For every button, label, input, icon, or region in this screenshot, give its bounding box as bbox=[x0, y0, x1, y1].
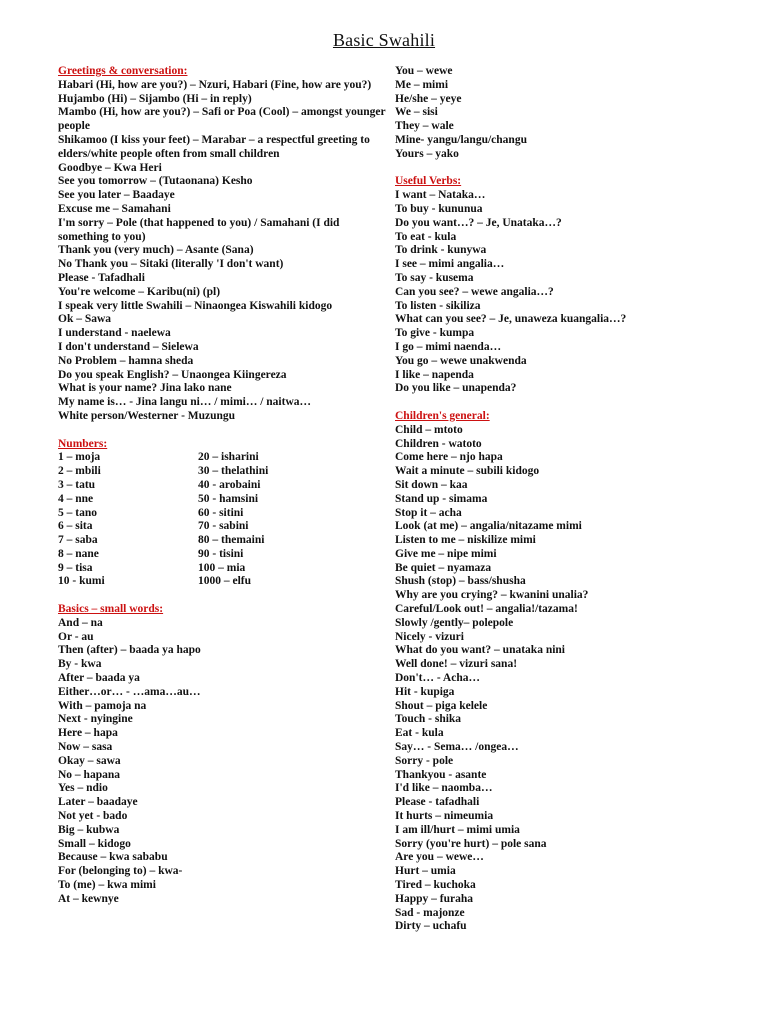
list-item: I like – napenda bbox=[395, 368, 474, 381]
list-item: What can you see? – Je, unaweza kuangalia…? bbox=[395, 313, 627, 326]
list-item: What do you want? – unataka nini bbox=[395, 644, 565, 657]
list-item: Because – kwa sababu bbox=[58, 851, 168, 864]
list-item: Now – sasa bbox=[58, 741, 113, 754]
list-item: Or - au bbox=[58, 630, 94, 643]
list-item: No Problem – hamna sheda bbox=[58, 354, 194, 367]
list-item: Come here – njo hapa bbox=[395, 451, 503, 464]
list-item: White person/Westerner - Muzungu bbox=[58, 409, 236, 422]
page-title: Basic Swahili bbox=[332, 30, 436, 50]
list-item: Stop it – acha bbox=[395, 506, 462, 519]
list-item: Can you see? – wewe angalia…? bbox=[395, 285, 554, 298]
basics-list bbox=[58, 617, 388, 907]
left-column bbox=[58, 65, 388, 907]
list-item: Goodbye – Kwa Heri bbox=[58, 161, 162, 174]
list-item: Shikamoo (I kiss your feet) – Marabar – a respectful greeting to elders/white people often from small children bbox=[58, 133, 370, 160]
list-item: Why are you crying? – kwanini unalia? bbox=[395, 589, 589, 602]
list-item: Mambo (Hi, how are you?) – Safi or Poa (Cool) – amongst younger people bbox=[58, 106, 386, 133]
list-item: 50 - hamsini bbox=[198, 492, 259, 505]
list-item: 2 – mbili bbox=[58, 465, 101, 478]
list-item: Thank you (very much) – Asante (Sana) bbox=[58, 244, 254, 257]
list-item: Child – mtoto bbox=[395, 423, 463, 436]
list-item: I'd like – naomba… bbox=[395, 782, 493, 795]
list-item: 7 – saba bbox=[58, 534, 98, 547]
list-item: 6 – sita bbox=[58, 520, 93, 533]
list-item: Hurt – umia bbox=[395, 865, 456, 878]
section-gap bbox=[58, 589, 388, 603]
list-item: You – wewe bbox=[395, 65, 453, 77]
list-item: Touch - shika bbox=[395, 713, 462, 726]
list-item: I'm sorry – Pole (that happened to you) / Samahani (I did something to you) bbox=[58, 216, 340, 243]
list-item: Hujambo (Hi) – Sijambo (Hi – in reply) bbox=[58, 92, 252, 105]
list-item: Then (after) – baada ya hapo bbox=[58, 644, 201, 657]
list-item: I don't understand – Sielewa bbox=[58, 340, 199, 353]
list-item: Say… - Sema… /ongea… bbox=[395, 741, 519, 754]
numbers-grid bbox=[58, 451, 388, 589]
list-item: Tired – kuchoka bbox=[395, 879, 476, 892]
list-item: Do you speak English? – Unaongea Kiingereza bbox=[58, 368, 287, 381]
list-item: I want – Nataka… bbox=[395, 189, 486, 202]
list-item: For (belonging to) – kwa- bbox=[58, 865, 183, 878]
list-item: Stand up - simama bbox=[395, 492, 488, 505]
children-list bbox=[395, 424, 740, 934]
list-item: 1000 – elfu bbox=[198, 575, 252, 588]
list-item: You're welcome – Karibu(ni) (pl) bbox=[58, 285, 221, 298]
list-item: 30 – thelathini bbox=[198, 465, 269, 478]
list-item: And – na bbox=[58, 616, 103, 629]
list-item: My name is… - Jina langu ni… / mimi… / naitwa… bbox=[58, 396, 312, 409]
section-gap bbox=[395, 162, 740, 176]
basics-heading: Basics – small words: bbox=[58, 603, 164, 616]
list-item: Either…or… - …ama…au… bbox=[58, 685, 201, 698]
list-item: See you later – Baadaye bbox=[58, 189, 175, 202]
section-gap bbox=[395, 396, 740, 410]
list-item: You go – wewe unakwenda bbox=[395, 354, 527, 367]
list-item: Look (at me) – angalia/nitazame mimi bbox=[395, 520, 582, 533]
list-item: Sorry - pole bbox=[395, 754, 454, 767]
list-item: What is your name? Jina lako nane bbox=[58, 382, 232, 395]
list-item: Happy – furaha bbox=[395, 892, 473, 905]
list-item: 3 – tatu bbox=[58, 478, 96, 491]
list-item: Sorry (you're hurt) – pole sana bbox=[395, 837, 547, 850]
list-item: Thankyou - asante bbox=[395, 768, 487, 781]
verbs-list bbox=[395, 189, 740, 396]
list-item: I go – mimi naenda… bbox=[395, 340, 502, 353]
list-item: To drink - kunywa bbox=[395, 244, 487, 257]
list-item: To buy - kununua bbox=[395, 202, 483, 215]
list-item: 4 – nne bbox=[58, 492, 94, 505]
list-item: Small – kidogo bbox=[58, 837, 131, 850]
list-item: Do you like – unapenda? bbox=[395, 382, 517, 395]
list-item: I speak very little Swahili – Ninaongea Kiswahili kidogo bbox=[58, 299, 333, 312]
list-item: To listen - sikiliza bbox=[395, 299, 481, 312]
greetings-heading: Greetings & conversation: bbox=[58, 65, 188, 77]
list-item: Me – mimi bbox=[395, 78, 449, 91]
list-item: I am ill/hurt – mimi umia bbox=[395, 823, 520, 836]
list-item: To say - kusema bbox=[395, 271, 474, 284]
list-item: 80 – themaini bbox=[198, 534, 265, 547]
list-item: Children - watoto bbox=[395, 437, 482, 450]
list-item: At – kewnye bbox=[58, 892, 119, 905]
list-item: 5 – tano bbox=[58, 506, 97, 519]
list-item: They – wale bbox=[395, 120, 454, 133]
list-item: 70 - sabini bbox=[198, 520, 249, 533]
list-item: Please - tafadhali bbox=[395, 796, 480, 809]
list-item: Be quiet – nyamaza bbox=[395, 561, 492, 574]
list-item: Shout – piga kelele bbox=[395, 699, 488, 712]
list-item: See you tomorrow – (Tutaonana) Kesho bbox=[58, 175, 253, 188]
list-item: Big – kubwa bbox=[58, 823, 120, 836]
list-item: Eat - kula bbox=[395, 727, 444, 740]
list-item: I see – mimi angalia… bbox=[395, 258, 505, 271]
list-item: 10 - kumi bbox=[58, 575, 105, 588]
list-item: Slowly /gently– polepole bbox=[395, 616, 514, 629]
list-item: Give me – nipe mimi bbox=[395, 547, 497, 560]
list-item: 40 - arobaini bbox=[198, 478, 261, 491]
list-item: Yes – ndio bbox=[58, 782, 108, 795]
list-item: Next - nyingine bbox=[58, 713, 133, 726]
list-item: I understand - naelewa bbox=[58, 327, 171, 340]
list-item: 90 - tisini bbox=[198, 547, 244, 560]
list-item: Shush (stop) – bass/shusha bbox=[395, 575, 526, 588]
list-item: 8 – nane bbox=[58, 547, 99, 560]
list-item: No Thank you – Sitaki (literally 'I don't want) bbox=[58, 258, 284, 271]
children-heading: Children's general: bbox=[395, 409, 490, 422]
list-item: Yours – yako bbox=[395, 147, 459, 160]
list-item: To (me) – kwa mimi bbox=[58, 879, 156, 892]
list-item: Nicely - vizuri bbox=[395, 630, 464, 643]
list-item: We – sisi bbox=[395, 106, 438, 119]
list-item: Are you – wewe… bbox=[395, 851, 484, 864]
verbs-heading: Useful Verbs: bbox=[395, 175, 462, 188]
list-item: Hit - kupiga bbox=[395, 685, 455, 698]
list-item: To give - kumpa bbox=[395, 327, 475, 340]
list-item: Wait a minute – subili kidogo bbox=[395, 465, 540, 478]
list-item: Here – hapa bbox=[58, 727, 118, 740]
list-item: He/she – yeye bbox=[395, 92, 462, 105]
list-item: Not yet - bado bbox=[58, 810, 128, 823]
list-item: Sit down – kaa bbox=[395, 478, 468, 491]
list-item: 20 – isharini bbox=[198, 451, 259, 464]
list-item: Mine- yangu/langu/changu bbox=[395, 133, 527, 146]
list-item: With – pamoja na bbox=[58, 699, 147, 712]
list-item: Please - Tafadhali bbox=[58, 271, 145, 284]
list-item: Dirty – uchafu bbox=[395, 920, 467, 933]
list-item: By - kwa bbox=[58, 658, 102, 671]
list-item: Well done! – vizuri sana! bbox=[395, 658, 518, 671]
list-item: 9 – tisa bbox=[58, 561, 93, 574]
list-item: Careful/Look out! – angalia!/tazama! bbox=[395, 603, 578, 616]
list-item: After – baada ya bbox=[58, 672, 140, 685]
list-item: Don't… - Acha… bbox=[395, 672, 480, 685]
list-item: Listen to me – niskilize mimi bbox=[395, 534, 536, 547]
list-item: Later – baadaye bbox=[58, 796, 138, 809]
list-item: 1 – moja bbox=[58, 451, 101, 464]
list-item: 60 - sitini bbox=[198, 506, 244, 519]
list-item: Do you want…? – Je, Unataka…? bbox=[395, 216, 562, 229]
list-item: To eat - kula bbox=[395, 230, 457, 243]
list-item: Sad - majonze bbox=[395, 906, 465, 919]
list-item: No – hapana bbox=[58, 768, 120, 781]
numbers-heading: Numbers: bbox=[58, 437, 108, 450]
list-item: Habari (Hi, how are you?) – Nzuri, Habari (Fine, how are you?) bbox=[58, 78, 372, 91]
right-column bbox=[395, 65, 740, 934]
list-item: It hurts – nimeumia bbox=[395, 810, 494, 823]
list-item: Excuse me – Samahani bbox=[58, 202, 171, 215]
list-item: 100 – mia bbox=[198, 561, 246, 574]
section-gap bbox=[58, 424, 388, 438]
list-item: Ok – Sawa bbox=[58, 313, 112, 326]
pronouns-list bbox=[395, 65, 740, 162]
list-item: Okay – sawa bbox=[58, 754, 121, 767]
greetings-list bbox=[58, 79, 388, 424]
